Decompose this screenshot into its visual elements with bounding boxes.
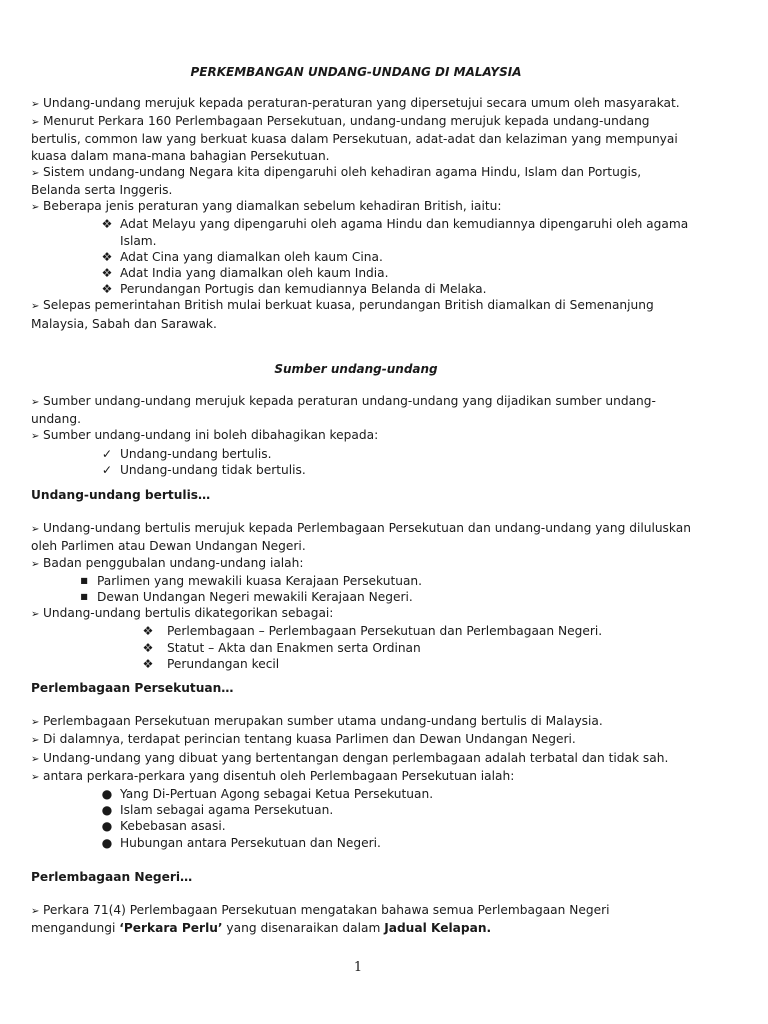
sumber-section: [31, 393, 691, 478]
diamond-bullet-icon: ❖: [101, 217, 113, 232]
arrow-bullet-icon: ➢: [31, 558, 40, 570]
intro-paragraph-2: ➢ Menurut Perkara 160 Perlembagaan Persekutuan, undang-undang merujuk kepada undang-undang bertulis, common law yang berkuat kuasa dalam Persekutuan, adat-adat dan kelaziman yang mempunyai kuasa dalam mana-mana bahagian Persekutuan.: [31, 114, 678, 163]
dot-bullet-icon: ●: [101, 787, 113, 802]
jadual-kelapan-term: Jadual Kelapan.: [384, 921, 492, 936]
arrow-bullet-icon: ➢: [31, 301, 40, 313]
bertulis-paragraph-2: ➢ Badan penggubalan undang-undang ialah:: [31, 555, 691, 573]
persekutuan-paragraph-1: ➢ Perlembagaan Persekutuan merupakan sumber utama undang-undang bertulis di Malaysia.: [31, 713, 691, 731]
intro-paragraph-1: ➢ Undang-undang merujuk kepada peraturan-peraturan yang dipersetujui secara umum oleh masyarakat.: [31, 95, 691, 113]
diamond-bullet-icon: ❖: [101, 266, 113, 281]
list-item: ❖ Perundangan kecil: [142, 656, 280, 671]
list-item: ❖ Adat Cina yang diamalkan oleh kaum Cina.: [101, 249, 383, 264]
list-item: ■ Parlimen yang mewakili kuasa Kerajaan Persekutuan.: [31, 573, 691, 589]
arrow-bullet-icon: ➢: [31, 609, 40, 621]
dot-bullet-icon: ●: [101, 819, 113, 834]
arrow-bullet-icon: ➢: [31, 524, 40, 536]
square-bullet-icon: ■: [80, 575, 88, 585]
checkmark-bullet-icon: ✓: [101, 462, 113, 477]
arrow-bullet-icon: ➢: [31, 99, 40, 110]
list-item: ❖ Perundangan Portugis dan kemudiannya Belanda di Melaka.: [101, 282, 487, 297]
diamond-bullet-icon: ❖: [142, 656, 154, 671]
sumber-title: Sumber undang-undang: [274, 362, 438, 376]
list-item: ❖ Perlembagaan – Perlembagaan Persekutuan dan Perlembagaan Negeri.: [142, 624, 603, 639]
arrow-bullet-icon: ➢: [31, 431, 40, 443]
negeri-section: [31, 869, 691, 937]
list-item: ❖ Adat Melayu yang dipengaruhi oleh agama Hindu dan kemudiannya dipengaruhi oleh agama Islam.: [101, 217, 689, 248]
arrow-bullet-icon: ➢: [31, 735, 40, 747]
negeri-paragraph-1: ➢ Perkara 71(4) Perlembagaan Persekutuan mengatakan bahawa semua Perlembagaan Negeri mengandungi ‘Perkara Perlu’ yang disenaraikan dalam Jadual Kelapan.: [31, 903, 610, 936]
diamond-bullet-icon: ❖: [142, 640, 154, 655]
list-item: ✓ Undang-undang bertulis.: [101, 446, 272, 461]
document-title: PERKEMBANGAN UNDANG-UNDANG DI MALAYSIA: [190, 65, 522, 79]
intro-paragraph-5: ➢ Selepas pemerintahan British mulai berkuat kuasa, perundangan British diamalkan di Semenanjung Malaysia, Sabah dan Sarawak.: [31, 298, 654, 331]
persekutuan-paragraph-3: ➢ Undang-undang yang dibuat yang bertentangan dengan perlembagaan adalah terbatal dan tidak sah.: [31, 750, 691, 768]
square-bullet-icon: ■: [80, 592, 88, 602]
diamond-bullet-icon: ❖: [101, 282, 113, 297]
list-item: ❖ Statut – Akta dan Enakmen serta Ordinan: [142, 640, 421, 655]
list-item: ● Hubungan antara Persekutuan dan Negeri.: [101, 835, 381, 850]
arrow-bullet-icon: ➢: [31, 202, 40, 214]
bertulis-section: [31, 487, 691, 672]
bertulis-paragraph-1: ➢ Undang-undang bertulis merujuk kepada Perlembagaan Persekutuan dan undang-undang yang diluluskan oleh Parlimen atau Dewan Undangan Negeri.: [31, 521, 691, 554]
list-item: ● Yang Di-Pertuan Agong sebagai Ketua Persekutuan.: [101, 787, 434, 802]
persekutuan-paragraph-2: ➢ Di dalamnya, terdapat perincian tentang kuasa Parlimen dan Dewan Undangan Negeri.: [31, 731, 691, 749]
arrow-bullet-icon: ➢: [31, 167, 40, 179]
sumber-paragraph-2: ➢ Sumber undang-undang ini boleh dibahagikan kepada:: [31, 427, 691, 445]
negeri-heading: Perlembagaan Negeri…: [31, 870, 193, 884]
persekutuan-section: [31, 680, 691, 851]
diamond-bullet-icon: ❖: [101, 249, 113, 264]
page-number: 1: [353, 960, 363, 975]
arrow-bullet-icon: ➢: [31, 771, 40, 783]
dot-bullet-icon: ●: [101, 803, 113, 818]
intro-paragraph-4: ➢ Beberapa jenis peraturan yang diamalkan sebelum kehadiran British, iaitu:: [31, 198, 691, 216]
list-item: ✓ Undang-undang tidak bertulis.: [101, 462, 306, 477]
arrow-bullet-icon: ➢: [31, 906, 40, 918]
list-item: ❖ Adat India yang diamalkan oleh kaum India.: [101, 266, 389, 281]
persekutuan-paragraph-4: ➢ antara perkara-perkara yang disentuh oleh Perlembagaan Persekutuan ialah:: [31, 768, 691, 786]
list-item: ● Islam sebagai agama Persekutuan.: [101, 803, 334, 818]
diamond-bullet-icon: ❖: [142, 624, 154, 639]
bertulis-paragraph-3: ➢ Undang-undang bertulis dikategorikan sebagai:: [31, 605, 691, 623]
persekutuan-heading: Perlembagaan Persekutuan…: [31, 681, 234, 695]
list-item: ■ Dewan Undangan Negeri mewakili Kerajaan Negeri.: [31, 589, 691, 605]
sumber-paragraph-1: ➢ Sumber undang-undang merujuk kepada peraturan undang-undang yang dijadikan sumber undang-undang.: [31, 394, 656, 427]
list-item: ● Kebebasan asasi.: [101, 819, 226, 834]
arrow-bullet-icon: ➢: [31, 397, 40, 408]
perkara-perlu-term: ‘Perkara Perlu’: [119, 921, 223, 936]
arrow-bullet-icon: ➢: [31, 717, 40, 729]
arrow-bullet-icon: ➢: [31, 117, 40, 129]
intro-paragraph-3: ➢ Sistem undang-undang Negara kita dipengaruhi oleh kehadiran agama Hindu, Islam dan Portugis, Belanda serta Inggeris.: [31, 164, 642, 198]
arrow-bullet-icon: ➢: [31, 753, 40, 765]
intro-section: [31, 95, 691, 332]
bertulis-heading: Undang-undang bertulis…: [31, 488, 211, 502]
dot-bullet-icon: ●: [101, 835, 113, 850]
checkmark-bullet-icon: ✓: [101, 446, 113, 461]
